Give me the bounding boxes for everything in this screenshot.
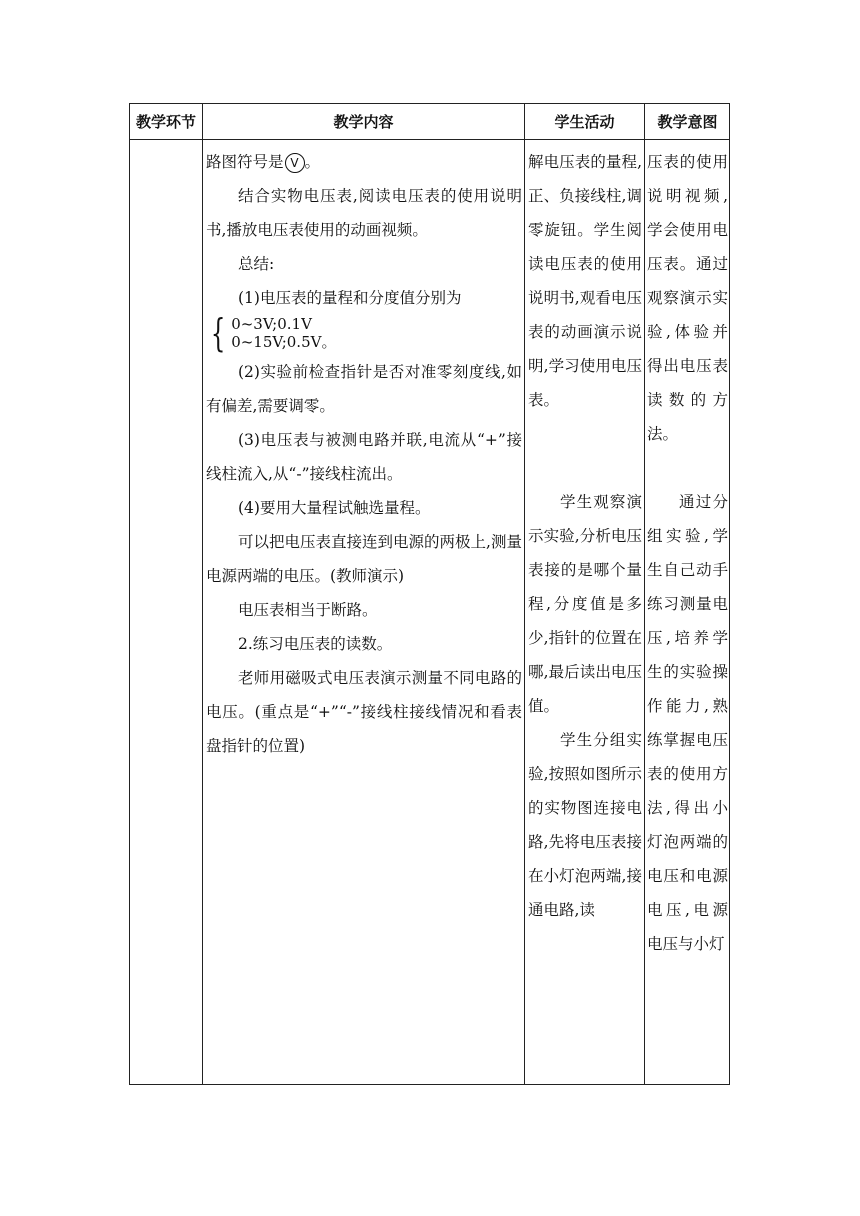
- header-student-activity: 学生活动: [554, 113, 615, 131]
- activity-paragraph: 解电压表的量程,正、负接线柱,调零旋钮。学生阅读电压表的使用说明书,观看电压表的动画演示说明,学习使用电压表。: [528, 153, 642, 409]
- header-teaching-intent: 教学意图: [657, 113, 718, 131]
- column-divider: [644, 104, 645, 1084]
- content-paragraph: 可以把电压表直接连到电源的两极上,测量电源两端的电压。(教师演示): [206, 533, 522, 585]
- content-paragraph: 结合实物电压表,阅读电压表的使用说明书,播放电压表使用的动画视频。: [206, 187, 522, 239]
- content-paragraph: 2.练习电压表的读数。: [238, 635, 393, 653]
- lesson-table: [129, 103, 730, 1085]
- intent-paragraph: 压表的使用说明视频,学会使用电压表。通过观察演示实验,体验并得出电压表读数的方法。: [647, 153, 728, 443]
- teaching-intent-cell: [647, 145, 728, 961]
- header-teaching-content: 教学内容: [333, 113, 394, 131]
- content-paragraph: (2)实验前检查指针是否对准零刻度线,如有偏差,需要调零。: [206, 363, 522, 415]
- content-paragraph: (3)电压表与被测电路并联,电流从“+”接线柱流入,从“-”接线柱流出。: [206, 431, 522, 483]
- content-text: 路图符号是: [206, 153, 284, 171]
- column-divider: [202, 104, 203, 1084]
- range-brace-block: [206, 311, 522, 355]
- content-paragraph: 总结:: [238, 255, 275, 273]
- content-paragraph: (4)要用大量程试触选量程。: [238, 499, 431, 517]
- student-activity-cell: [528, 145, 642, 927]
- content-paragraph: [206, 145, 522, 179]
- range-line: 0~3V;0.1V: [231, 315, 312, 333]
- header-teaching-stage: 教学环节: [135, 113, 196, 131]
- intent-paragraph: 通过分组实验,学生自己动手练习测量电压,培养学生的实验操作能力,熟练掌握电压表的使用方法,得出小灯泡两端的电压和电源电压,电源电压与小灯: [647, 493, 728, 953]
- activity-paragraph: 学生观察演示实验,分析电压表接的是哪个量程,分度值是多少,指针的位置在哪,最后读出电压值。: [528, 493, 642, 715]
- content-paragraph: (1)电压表的量程和分度值分别为: [238, 289, 462, 307]
- column-divider: [524, 104, 525, 1084]
- voltmeter-symbol-icon: V: [285, 153, 305, 173]
- activity-paragraph: 学生分组实验,按照如图所示的实物图连接电路,先将电压表接在小灯泡两端,接通电路,读: [528, 731, 642, 919]
- brace-icon: {: [210, 311, 226, 355]
- teaching-content-cell: [206, 145, 522, 763]
- content-paragraph: 电压表相当于断路。: [238, 601, 378, 619]
- header-divider: [130, 139, 729, 140]
- content-text: 。: [304, 153, 321, 171]
- content-paragraph: 老师用磁吸式电压表演示测量不同电路的电压。(重点是“+”“-”接线柱接线情况和看表盘指针的位置): [206, 669, 522, 755]
- range-line: 0~15V;0.5V。: [231, 333, 337, 351]
